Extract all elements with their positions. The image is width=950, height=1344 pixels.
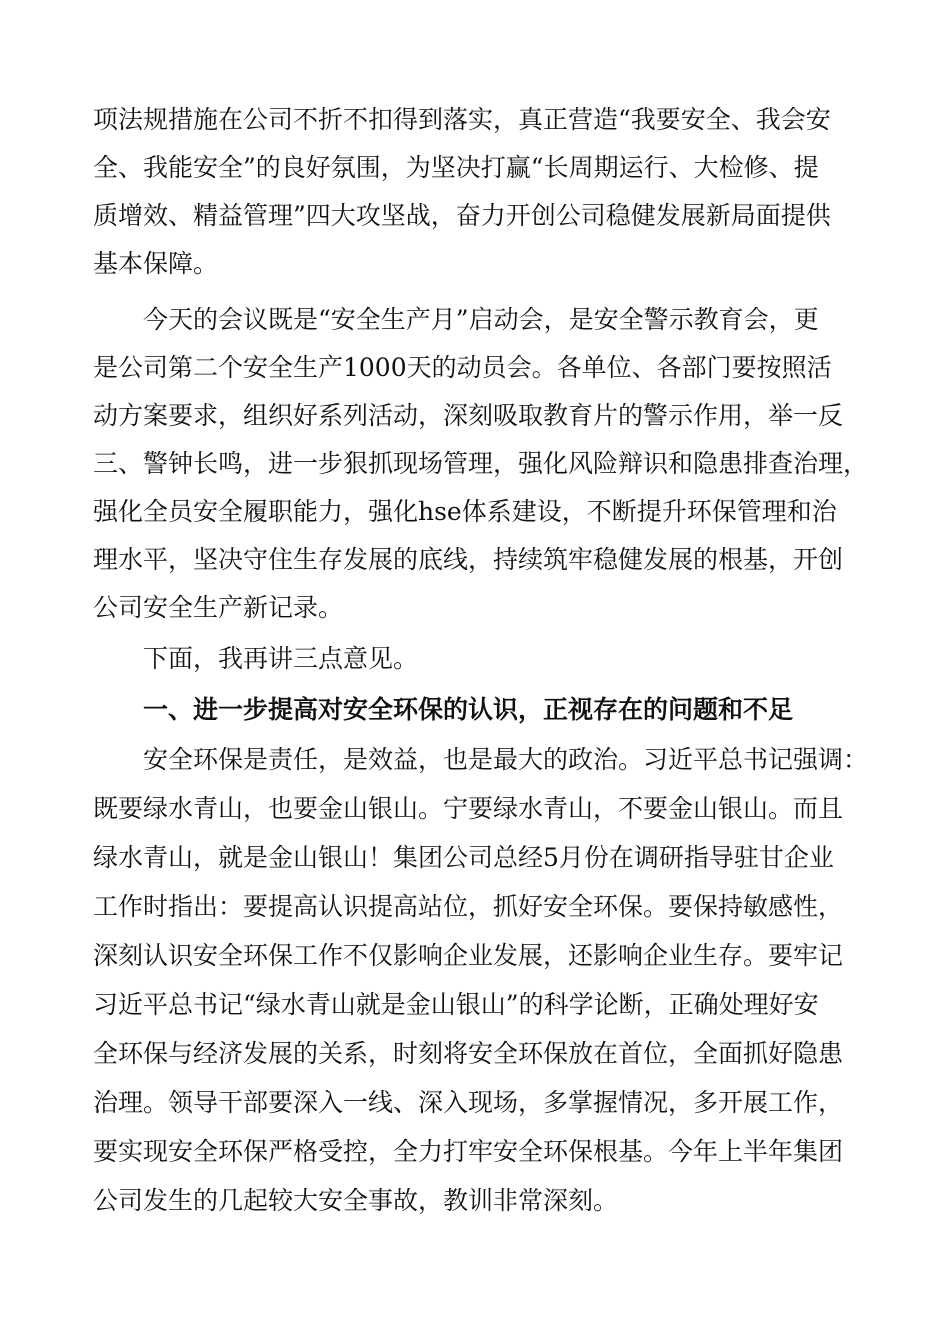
text-line: 公司安全生产新记录。: [93, 593, 344, 622]
text-line: 公司发生的几起较大安全事故，教训非常深刻。: [93, 1186, 619, 1215]
paragraph-first-line: 安全环保是责任，是效益，也是最大的政治。习近平总书记强调：: [143, 745, 869, 774]
text-line: 项法规措施在公司不折不扣得到落实，真正营造“我要安全、我会安: [93, 105, 831, 134]
text-line: 绿水青山，就是金山银山！集团公司总经5月份在调研指导驻甘企业: [93, 843, 834, 872]
text-line: 全环保与经济发展的关系，时刻将安全环保放在首位，全面抓好隐患: [93, 1039, 844, 1068]
paragraph-first-line: 下面，我再讲三点意见。: [143, 644, 419, 673]
text-line: 全、我能安全”的良好氛围，为坚决打赢“长周期运行、大检修、提: [93, 153, 819, 182]
text-line: 理水平，坚决守住生存发展的底线，持续筑牢稳健发展的根基，开创: [93, 545, 844, 574]
text-line: 习近平总书记“绿水青山就是金山银山”的科学论断，正确处理好安: [93, 990, 819, 1019]
section-heading: 一、进一步提高对安全环保的认识，正视存在的问题和不足: [143, 695, 794, 724]
text-line: 既要绿水青山，也要金山银山。宁要绿水青山，不要金山银山。而且: [93, 794, 844, 823]
text-line: 治理。领导干部要深入一线、深入现场，多掌握情况，多开展工作，: [93, 1088, 844, 1117]
text-line: 深刻认识安全环保工作不仅影响企业发展，还影响企业生存。要牢记: [93, 941, 844, 970]
text-line: 质增效、精益管理”四大攻坚战，奋力开创公司稳健发展新局面提供: [93, 201, 831, 230]
text-line: 基本保障。: [93, 249, 219, 278]
text-line: 工作时指出：要提高认识提高站位，抓好安全环保。要保持敏感性，: [93, 892, 844, 921]
text-line: 强化全员安全履职能力，强化hse体系建设，不断提升环保管理和治: [93, 497, 837, 526]
text-line: 要实现安全环保严格受控，全力打牢安全环保根基。今年上半年集团: [93, 1137, 844, 1166]
paragraph-first-line: 今天的会议既是“安全生产月”启动会，是安全警示教育会，更: [143, 305, 819, 334]
text-line: 三、警钟长鸣，进一步狠抓现场管理，强化风险辩识和隐患排查治理，: [93, 449, 869, 478]
text-line: 是公司第二个安全生产1000天的动员会。各单位、各部门要按照活: [93, 353, 832, 382]
text-line: 动方案要求，组织好系列活动，深刻吸取教育片的警示作用，举一反: [93, 401, 844, 430]
